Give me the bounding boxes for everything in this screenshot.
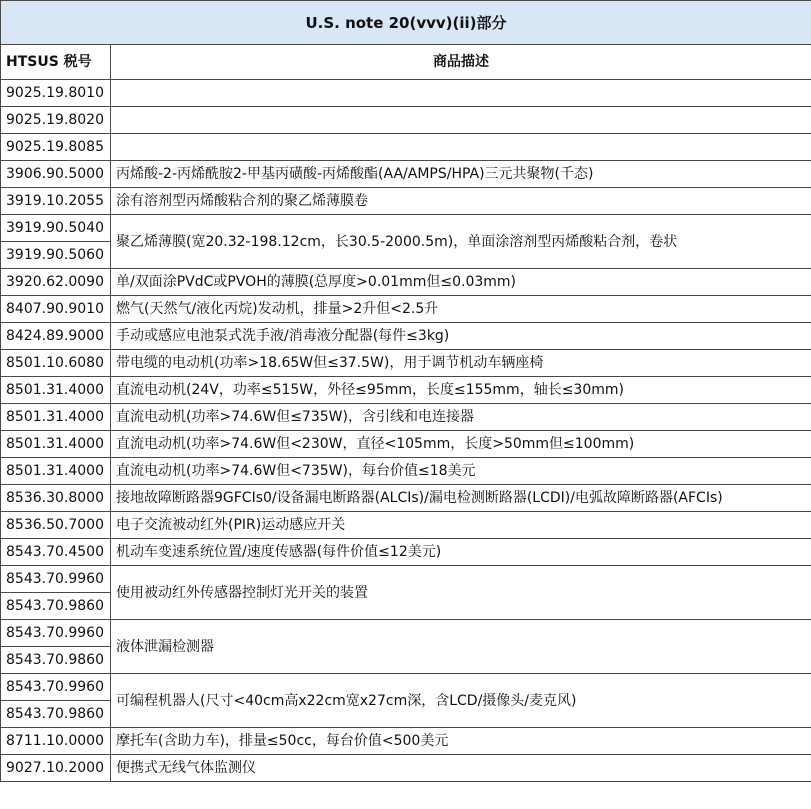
hts-code-cell: 9025.19.8085 [1,134,111,161]
description-cell: 丙烯酸-2-丙烯酰胺2-甲基丙磺酸-丙烯酸酯(AA/AMPS/HPA)三元共聚物(千态) [111,161,811,188]
description-cell: 直流电动机(功率>74.6W但<735W)，每台价值≤18美元 [111,458,811,485]
hts-code-cell: 3906.90.5000 [1,161,111,188]
table-row [1,323,811,350]
description-cell: 摩托车(含助力车)，排量≤50cc，每台价值<500美元 [111,728,811,755]
description-cell: 带电缆的电动机(功率>18.65W但≤37.5W)，用于调节机动车辆座椅 [111,350,811,377]
column-header-code: HTSUS 税号 [1,45,111,80]
description-cell [111,80,811,107]
title-row [1,1,811,45]
hts-code-cell: 8536.30.8000 [1,485,111,512]
table-row [1,161,811,188]
hts-code-cell: 3919.90.5040 [1,215,111,242]
hts-code-cell: 8711.10.0000 [1,728,111,755]
hts-code-cell: 8543.70.9960 [1,674,111,701]
description-cell: 接地故障断路器9GFCIs0/设备漏电断路器(ALCIs)/漏电检测断路器(LCDI)/电弧故障断路器(AFCIs) [111,485,811,512]
hts-code-cell: 8501.31.4000 [1,404,111,431]
table-row [1,107,811,134]
table-row [1,485,811,512]
hts-code-cell: 8407.90.9010 [1,296,111,323]
table-body [1,80,811,782]
hts-code-cell: 3919.10.2055 [1,188,111,215]
description-cell: 使用被动红外传感器控制灯光开关的装置 [111,566,811,620]
hts-code-cell: 8543.70.4500 [1,539,111,566]
table-row [1,134,811,161]
hts-code-cell: 8501.31.4000 [1,377,111,404]
description-cell: 手动或感应电池泵式洗手液/消毒液分配器(每件≤3kg) [111,323,811,350]
description-cell: 便携式无线气体监测仪 [111,755,811,782]
hts-code-cell: 8543.70.9860 [1,647,111,674]
table-row [1,404,811,431]
hts-code-cell: 8543.70.9860 [1,593,111,620]
hts-code-cell: 8501.31.4000 [1,458,111,485]
hts-code-cell: 8501.31.4000 [1,431,111,458]
table-row [1,620,811,647]
table-row [1,431,811,458]
description-cell [111,107,811,134]
table-row [1,80,811,107]
table-row [1,512,811,539]
table-row [1,188,811,215]
table-row [1,566,811,593]
hts-code-cell: 8536.50.7000 [1,512,111,539]
description-cell: 单/双面涂PVdC或PVOH的薄膜(总厚度>0.01mm但≤0.03mm) [111,269,811,296]
table-row [1,755,811,782]
hts-code-cell: 9025.19.8010 [1,80,111,107]
description-cell: 电子交流被动红外(PIR)运动感应开关 [111,512,811,539]
table-row [1,458,811,485]
description-cell: 直流电动机(功率>74.6W但<230W，直径<105mm，长度>50mm但≤100mm) [111,431,811,458]
description-cell: 直流电动机(功率>74.6W但≤735W)，含引线和电连接器 [111,404,811,431]
description-cell: 燃气(天然气/液化丙烷)发动机，排量>2升但<2.5升 [111,296,811,323]
description-cell: 机动车变速系统位置/速度传感器(每件价值≤12美元) [111,539,811,566]
description-cell: 涂有溶剂型丙烯酸粘合剂的聚乙烯薄膜卷 [111,188,811,215]
table-row [1,269,811,296]
table-title: U.S. note 20(vvv)(ii)部分 [1,1,811,45]
hts-code-cell: 9027.10.2000 [1,755,111,782]
description-cell [111,134,811,161]
table-row [1,296,811,323]
description-cell: 聚乙烯薄膜(宽20.32-198.12cm，长30.5-2000.5m)，单面涂溶剂型丙烯酸粘合剂，卷状 [111,215,811,269]
table-row [1,377,811,404]
hts-code-cell: 8543.70.9860 [1,701,111,728]
table-row [1,215,811,242]
hts-code-cell: 8501.10.6080 [1,350,111,377]
header-row [1,45,811,80]
hts-code-cell: 9025.19.8020 [1,107,111,134]
hts-code-cell: 8543.70.9960 [1,566,111,593]
hts-code-cell: 8424.89.9000 [1,323,111,350]
description-cell: 直流电动机(24V，功率≤515W，外径≤95mm，长度≤155mm，轴长≤30mm) [111,377,811,404]
table-row [1,539,811,566]
table-row [1,350,811,377]
hts-code-cell: 3919.90.5060 [1,242,111,269]
description-cell: 可编程机器人(尺寸<40cm高x22cm宽x27cm深，含LCD/摄像头/麦克风) [111,674,811,728]
description-cell: 液体泄漏检测器 [111,620,811,674]
column-header-description: 商品描述 [111,45,811,80]
hts-code-cell: 3920.62.0090 [1,269,111,296]
table-row [1,728,811,755]
table-row [1,674,811,701]
hts-code-cell: 8543.70.9960 [1,620,111,647]
